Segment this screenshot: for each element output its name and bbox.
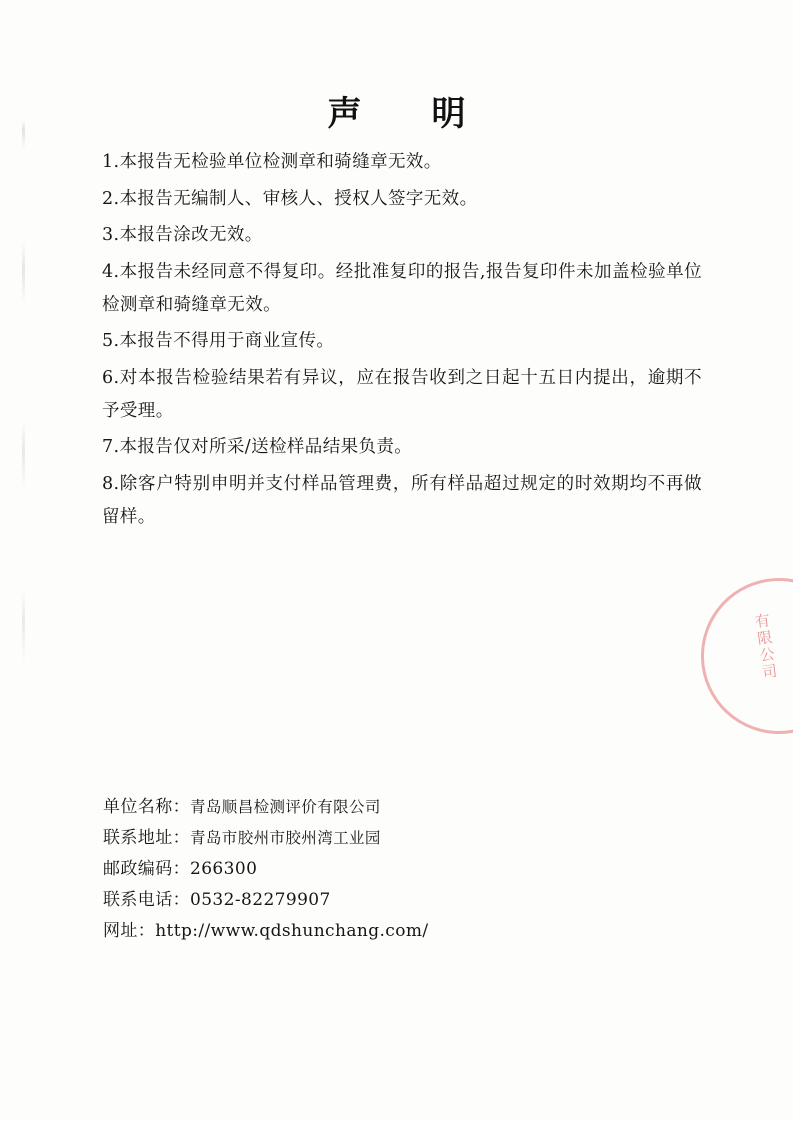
- contact-label: 单位名称：: [103, 797, 190, 817]
- contact-value: 青岛顺昌检测评价有限公司: [190, 798, 381, 816]
- contact-block: [103, 792, 723, 947]
- contact-value: 266300: [190, 859, 258, 879]
- clause-item: 6.对本报告检验结果若有异议，应在报告收到之日起十五日内提出，逾期不予受理。: [102, 367, 702, 421]
- clause-list: [102, 146, 702, 537]
- clause-item: 2.本报告无编制人、审核人、授权人签字无效。: [102, 188, 478, 209]
- scan-edge-artifact: [22, 120, 25, 680]
- contact-value: http://www.qdshunchang.com/: [155, 921, 429, 941]
- seal-text: 有限公司: [751, 611, 780, 682]
- contact-row-phone: [103, 885, 723, 916]
- contact-row-address: [103, 823, 723, 854]
- clause-item: 8.除客户特别申明并支付样品管理费，所有样品超过规定的时效期均不再做留样。: [102, 473, 702, 527]
- contact-row-website: [103, 916, 723, 947]
- clause-item: 1.本报告无检验单位检测章和骑缝章无效。: [102, 152, 442, 172]
- contact-label: 网址：: [103, 921, 156, 941]
- contact-row-postcode: [103, 854, 723, 885]
- clause-item: 3.本报告涂改无效。: [102, 225, 263, 245]
- clause-item: 7.本报告仅对所采/送检样品结果负责。: [102, 437, 413, 457]
- page-title: 声 明: [327, 94, 484, 134]
- contact-row-company: [103, 792, 723, 823]
- contact-label: 联系地址：: [103, 828, 190, 848]
- contact-value: 0532-82279907: [190, 890, 331, 910]
- contact-value: 青岛市胶州市胶州湾工业园: [190, 829, 381, 847]
- company-seal-stamp: [691, 568, 793, 744]
- clause-item: 4.本报告未经同意不得复印。经批准复印的报告,报告复印件未加盖检验单位检测章和骑缝章无效。: [102, 261, 702, 315]
- clause-item: 5.本报告不得用于商业宣传。: [102, 331, 335, 351]
- contact-label: 邮政编码：: [103, 859, 190, 879]
- contact-label: 联系电话：: [103, 890, 190, 910]
